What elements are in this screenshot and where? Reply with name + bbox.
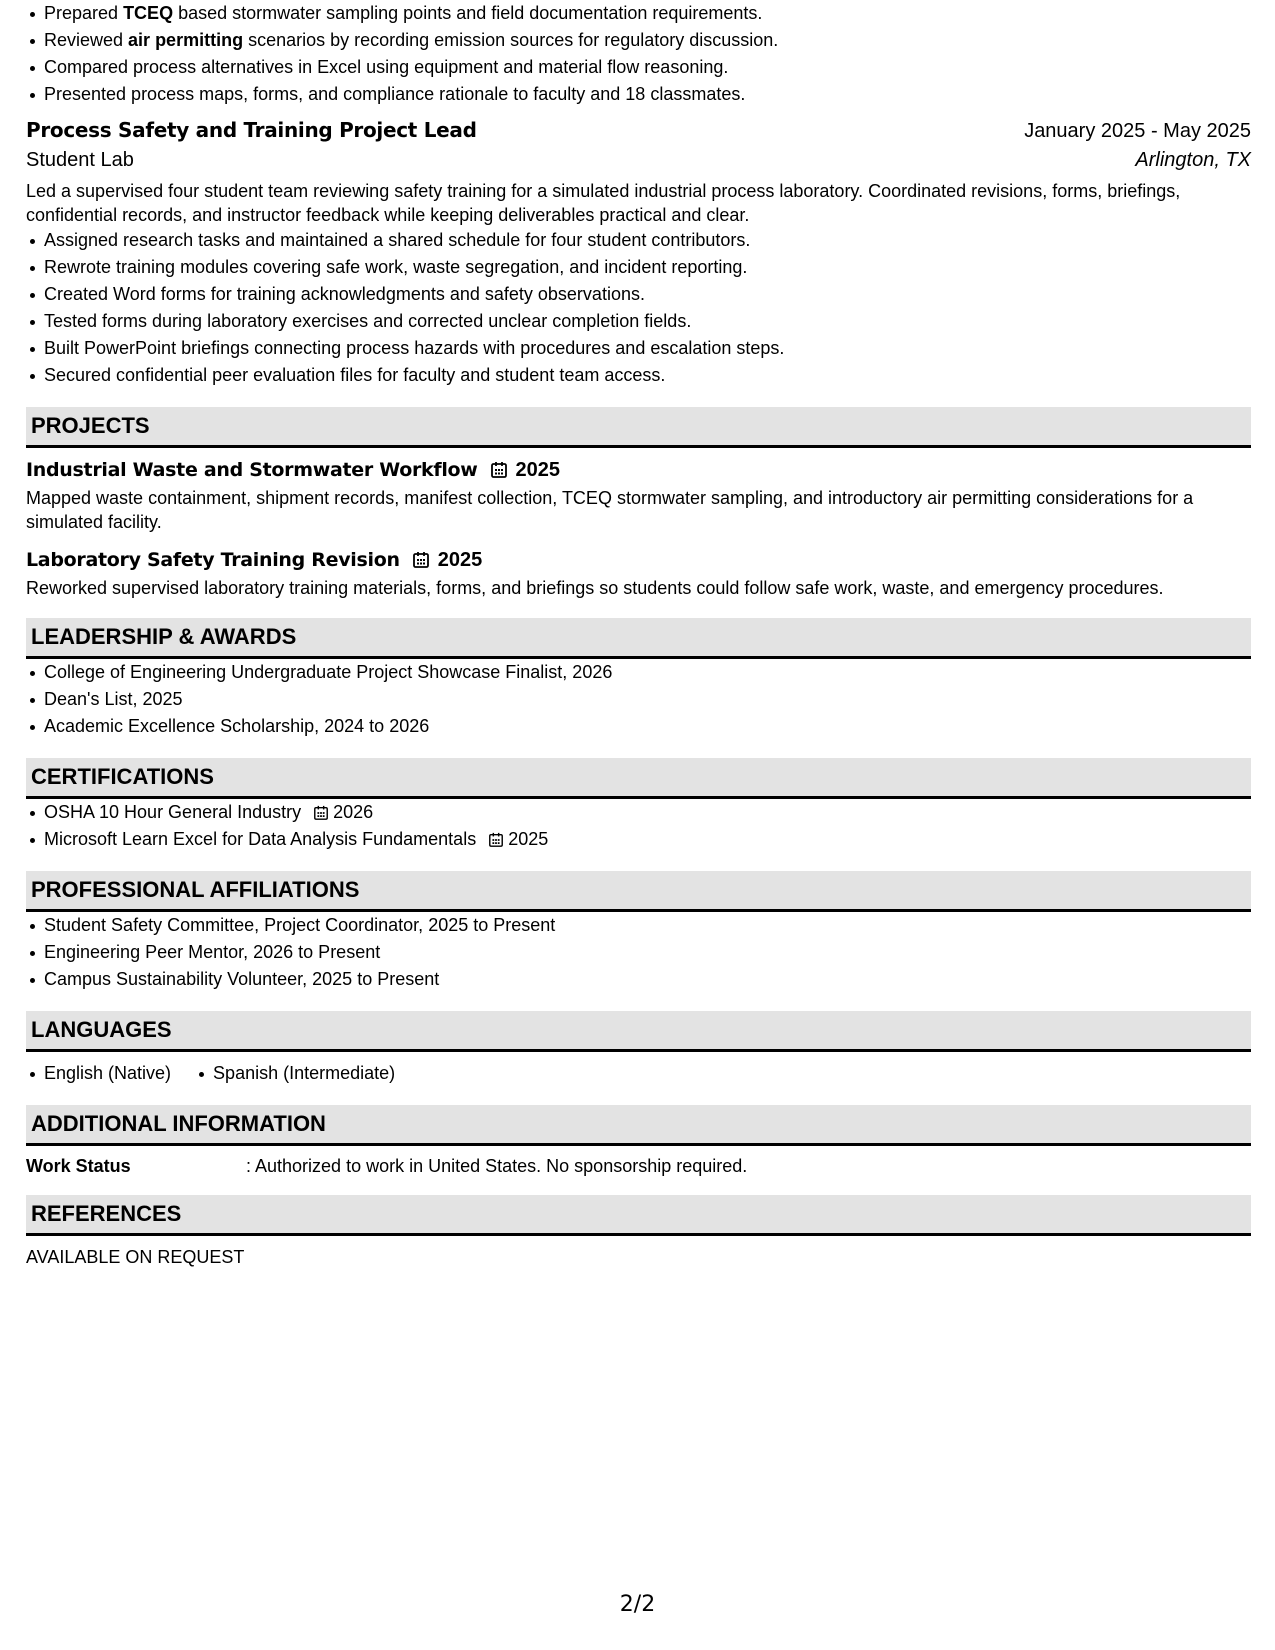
certifications-list (26, 799, 1251, 853)
list-item: Reviewed air permitting scenarios by recording emission sources for regulatory discussion. (44, 27, 1251, 54)
list-item: Created Word forms for training acknowledgments and safety observations. (44, 281, 1251, 308)
job-title: Process Safety and Training Project Lead (26, 118, 477, 142)
list-item: English (Native) (44, 1060, 171, 1087)
section-heading-certifications: CERTIFICATIONS (26, 758, 1251, 799)
work-status-row (26, 1156, 1251, 1177)
project-title: Industrial Waste and Stormwater Workflow (26, 459, 478, 481)
job-summary: Led a supervised four student team reviewing safety training for a simulated industrial process laboratory. Coordinated revisions, forms, briefings, confidential records, and instructor feedback while keeping deliverables practical and clear. (26, 181, 1181, 225)
certification-name: OSHA 10 Hour General Industry (44, 802, 302, 822)
list-item: Prepared TCEQ based stormwater sampling points and field documentation requirements. (44, 0, 1251, 27)
section-heading-projects: PROJECTS (26, 407, 1251, 448)
work-status-label: Work Status (26, 1156, 131, 1176)
certification-name: Microsoft Learn Excel for Data Analysis Fundamentals (44, 829, 477, 849)
list-item (44, 826, 1251, 853)
list-item: Rewrote training modules covering safe work, waste segregation, and incident reporting. (44, 254, 1251, 281)
list-item: Secured confidential peer evaluation files for faculty and student team access. (44, 362, 1251, 389)
section-heading-references: REFERENCES (26, 1195, 1251, 1236)
list-item: Spanish (Intermediate) (213, 1060, 395, 1087)
affiliations-list (26, 912, 1251, 993)
project-description: Mapped waste containment, shipment records, manifest collection, TCEQ stormwater sampling, and introductory air permitting considerations for a simulated facility. (26, 488, 1194, 532)
calendar-icon (313, 805, 329, 821)
list-item: Campus Sustainability Volunteer, 2025 to Present (44, 966, 1251, 993)
list-item: Academic Excellence Scholarship, 2024 to 2026 (44, 713, 1251, 740)
references-text: AVAILABLE ON REQUEST (26, 1247, 245, 1267)
certification-year: 2025 (508, 829, 549, 849)
list-item: Dean's List, 2025 (44, 686, 1251, 713)
job-dates: January 2025 - May 2025 (1024, 120, 1251, 142)
project-header (26, 546, 1251, 574)
project-header (26, 456, 1251, 484)
list-item: Student Safety Committee, Project Coordinator, 2025 to Present (44, 912, 1251, 939)
project-year: 2025 (437, 548, 483, 571)
list-item: Assigned research tasks and maintained a shared schedule for four student contributors. (44, 227, 1251, 254)
calendar-icon (412, 551, 430, 569)
section-heading-languages: LANGUAGES (26, 1011, 1251, 1052)
list-item: Compared process alternatives in Excel using equipment and material flow reasoning. (44, 54, 1251, 81)
job-bullets (26, 227, 1251, 389)
page-number: 2/2 (619, 1592, 656, 1617)
list-item: Presented process maps, forms, and compliance rationale to faculty and 18 classmates. (44, 81, 1251, 108)
list-item: Built PowerPoint briefings connecting process hazards with procedures and escalation steps. (44, 335, 1251, 362)
calendar-icon (488, 832, 504, 848)
work-status-value: : Authorized to work in United States. No sponsorship required. (246, 1156, 748, 1176)
list-item: Engineering Peer Mentor, 2026 to Present (44, 939, 1251, 966)
job-organization: Student Lab (26, 149, 134, 171)
list-item: Tested forms during laboratory exercises and corrected unclear completion fields. (44, 308, 1251, 335)
list-item (44, 799, 1251, 826)
list-item: College of Engineering Undergraduate Project Showcase Finalist, 2026 (44, 659, 1251, 686)
languages-row (26, 1060, 1251, 1087)
section-heading-leadership: LEADERSHIP & AWARDS (26, 618, 1251, 659)
section-heading-additional: ADDITIONAL INFORMATION (26, 1105, 1251, 1146)
leadership-list (26, 659, 1251, 740)
job-header (26, 118, 1251, 143)
project-year: 2025 (515, 458, 561, 481)
project-title: Laboratory Safety Training Revision (26, 549, 400, 571)
languages-list (26, 1060, 437, 1087)
job-subheader (26, 149, 1251, 172)
certification-year: 2026 (333, 802, 374, 822)
previous-role-bullets (26, 0, 1251, 108)
calendar-icon (490, 461, 508, 479)
section-heading-affiliations: PROFESSIONAL AFFILIATIONS (26, 871, 1251, 912)
project-description: Reworked supervised laboratory training materials, forms, and briefings so students could follow safe work, waste, and emergency procedures. (26, 578, 1164, 598)
job-location: Arlington, TX (1135, 149, 1251, 171)
resume-page (26, 0, 1251, 1268)
